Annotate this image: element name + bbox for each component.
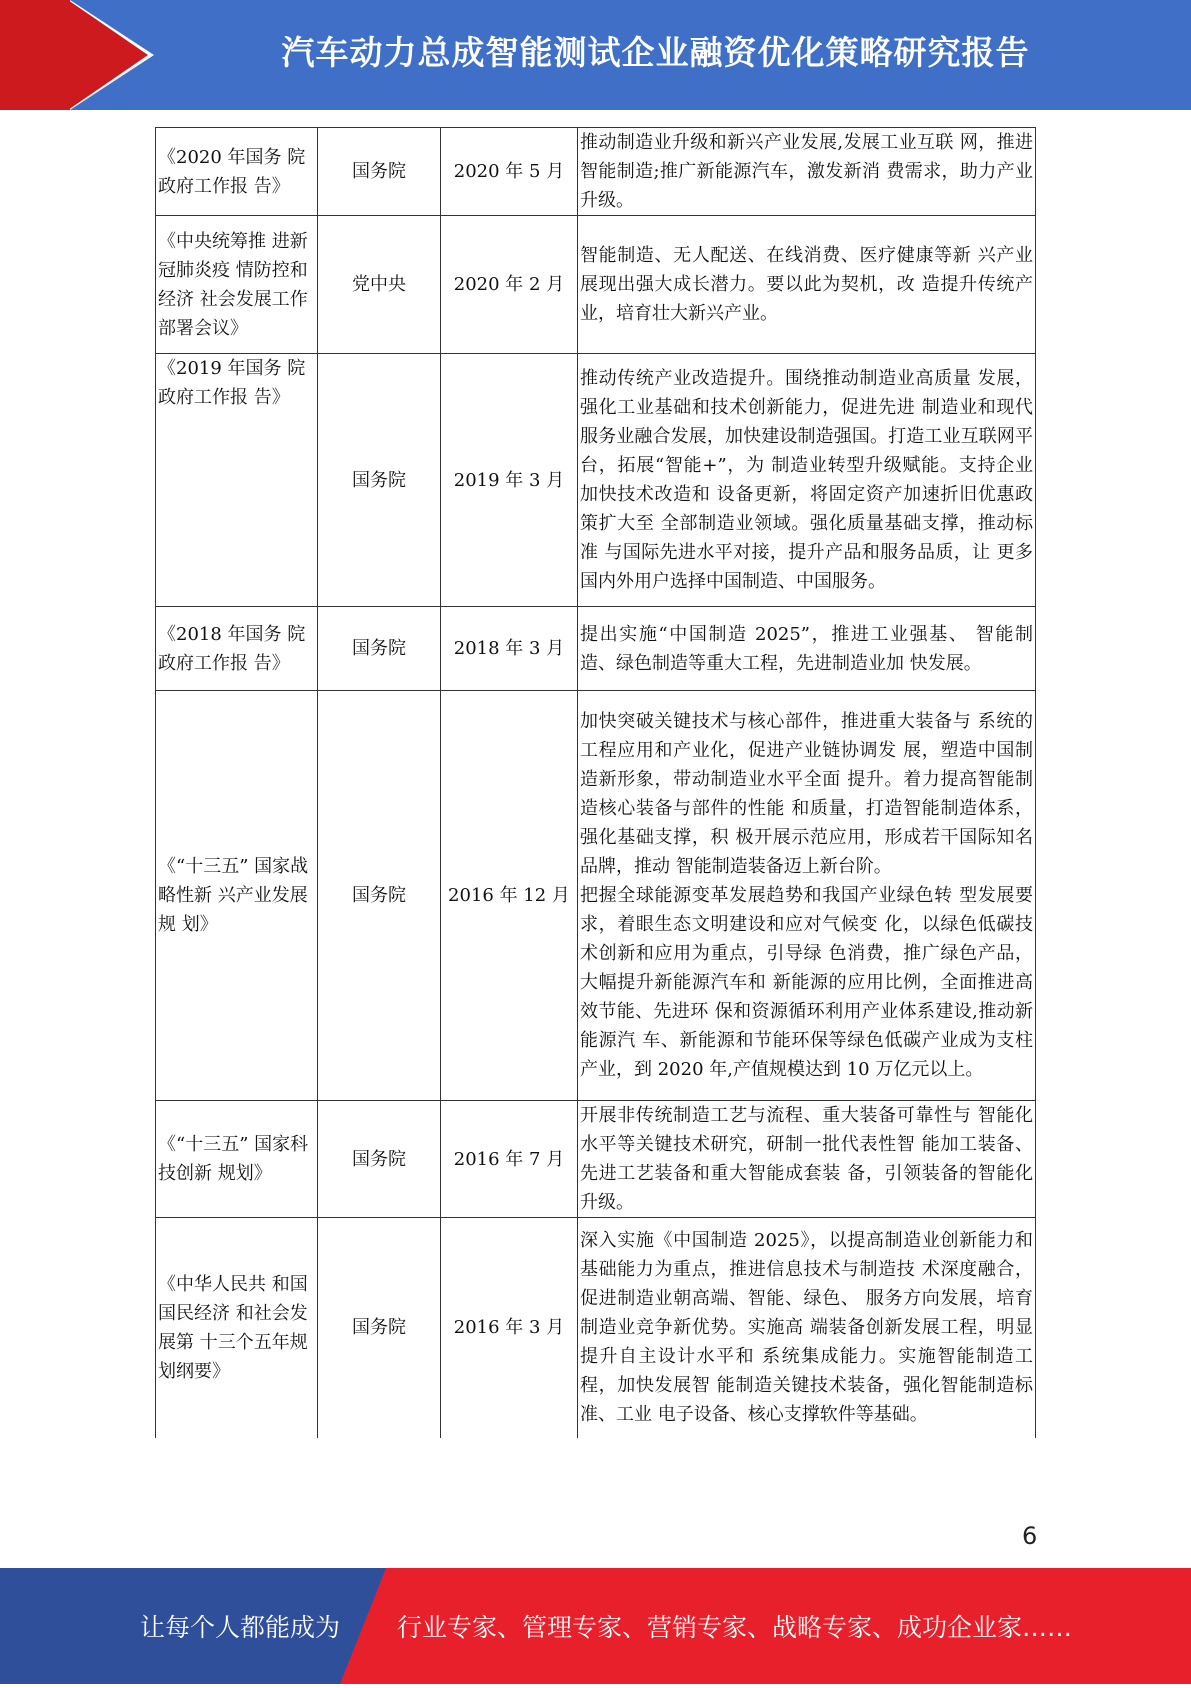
policy-name-cell: 《2020 年国务 院政府工作报 告》	[156, 128, 318, 216]
table-row	[156, 1101, 1036, 1218]
policy-name-cell: 《中华人民共 和国国民经济 和社会发展第 十三个五年规 划纲要》	[156, 1218, 318, 1438]
footer-slogan-left: 让每个人都能成为	[140, 1613, 341, 1642]
date-cell: 2020 年 5 月	[441, 128, 578, 216]
footer-slant	[340, 1568, 386, 1684]
page-footer	[0, 1568, 1191, 1684]
description-paragraph: 提出实施“中国制造 2025”，推进工业强基、 智能制造、绿色制造等重大工程，先进制造业加 快发展。	[580, 623, 1033, 674]
issuer-cell: 国务院	[318, 354, 441, 607]
issuer-cell: 国务院	[318, 1101, 441, 1218]
date-cell: 2020 年 2 月	[441, 216, 578, 354]
table-row	[156, 128, 1036, 216]
description-cell	[578, 1218, 1036, 1438]
table-row	[156, 1218, 1036, 1438]
issuer-cell: 党中央	[318, 216, 441, 354]
date-cell: 2016 年 12 月	[441, 691, 578, 1101]
description-cell	[578, 607, 1036, 691]
description-paragraph: 开展非传统制造工艺与流程、重大装备可靠性与 智能化水平等关键技术研究，研制一批代表性智 能加工装备、先进工艺装备和重大智能成套装 备，引领装备的智能化升级。	[580, 1105, 1033, 1213]
description-paragraph: 深入实施《中国制造 2025》，以提高制造业创新能力和基础能力为重点，推进信息技术与制造技 术深度融合，促进制造业朝高端、智能、绿色、 服务方向发展，培育制造业竞争新优势。实施高 端装备创新发展工程，明显提升自主设计水平和 系统集成能力。实施智能制造工程，加快发展智 能制造关键技术装备，强化智能制造标准、工业 电子设备、核心支撑软件等基础。	[580, 1230, 1033, 1426]
date-cell: 2016 年 3 月	[441, 1218, 578, 1438]
description-paragraph: 推动制造业升级和新兴产业发展,发展工业互联 网，推进智能制造;推广新能源汽车，激发新消 费需求，助力产业升级。	[580, 132, 1033, 211]
table-row	[156, 216, 1036, 354]
description-paragraph: 把握全球能源变革发展趋势和我国产业绿色转 型发展要求，着眼生态文明建设和应对气候变 化，以绿色低碳技术创新和应用为重点，引导绿 色消费，推广绿色产品，大幅提升新能源汽车和 新能源的应用比例，全面推进高效节能、先进环 保和资源循环利用产业体系建设,推动新能源汽 车、新能源和节能环保等绿色低碳产业成为支柱 产业，到 2020 年,产值规模达到 10 万亿元以上。	[580, 885, 1033, 1080]
header-red-block	[0, 0, 70, 110]
table-row	[156, 354, 1036, 607]
date-cell: 2019 年 3 月	[441, 354, 578, 607]
page-number: 6	[1022, 1522, 1038, 1550]
policy-name-cell: 《“十三五” 国家科技创新 规划》	[156, 1101, 318, 1218]
table-row	[156, 607, 1036, 691]
description-paragraph: 智能制造、无人配送、在线消费、医疗健康等新 兴产业展现出强大成长潜力。要以此为契机，改 造提升传统产业，培育壮大新兴产业。	[580, 245, 1033, 324]
description-cell	[578, 128, 1036, 216]
policy-name-cell: 《2018 年国务 院政府工作报 告》	[156, 607, 318, 691]
issuer-cell: 国务院	[318, 128, 441, 216]
issuer-cell: 国务院	[318, 1218, 441, 1438]
date-cell: 2018 年 3 月	[441, 607, 578, 691]
description-cell	[578, 691, 1036, 1101]
footer-slogan-right: 行业专家、管理专家、营销专家、战略专家、成功企业家……	[397, 1613, 1073, 1642]
issuer-cell: 国务院	[318, 691, 441, 1101]
description-paragraph: 推动传统产业改造提升。围绕推动制造业高质量 发展，强化工业基础和技术创新能力，促进先进 制造业和现代服务业融合发展，加快建设制造强国。打造工业互联网平台，拓展“智能+”，为 制造业转型升级赋能。支持企业加快技术改造和 设备更新，将固定资产加速折旧优惠政策扩大至 全部制造业领域。强化质量基础支撑，推动标准 与国际先进水平对接，提升产品和服务品质，让 更多国内外用户选择中国制造、中国服务。	[580, 368, 1033, 592]
description-paragraph: 加快突破关键技术与核心部件，推进重大装备与 系统的工程应用和产业化，促进产业链协调发 展，塑造中国制造新形象，带动制造业水平全面 提升。着力提高智能制造核心装备与部件的性能 和质量，打造智能制造体系，强化基础支撑，积 极开展示范应用，形成若干国际知名品牌，推动 智能制造装备迈上新台阶。	[580, 711, 1033, 877]
issuer-cell: 国务院	[318, 607, 441, 691]
policy-name-cell: 《2019 年国务 院政府工作报 告》	[156, 354, 318, 607]
description-cell	[578, 216, 1036, 354]
header-red-chevron	[68, 0, 148, 110]
page-header	[0, 0, 1191, 110]
policy-name-cell: 《中央统筹推 进新冠肺炎疫 情防控和经济 社会发展工作 部署会议》	[156, 216, 318, 354]
date-cell: 2016 年 7 月	[441, 1101, 578, 1218]
policy-table	[155, 127, 1036, 1438]
table-row	[156, 691, 1036, 1101]
report-title: 汽车动力总成智能测试企业融资优化策略研究报告	[281, 33, 1030, 72]
description-cell	[578, 354, 1036, 607]
description-cell	[578, 1101, 1036, 1218]
policy-name-cell: 《“十三五” 国家战略性新 兴产业发展规 划》	[156, 691, 318, 1101]
